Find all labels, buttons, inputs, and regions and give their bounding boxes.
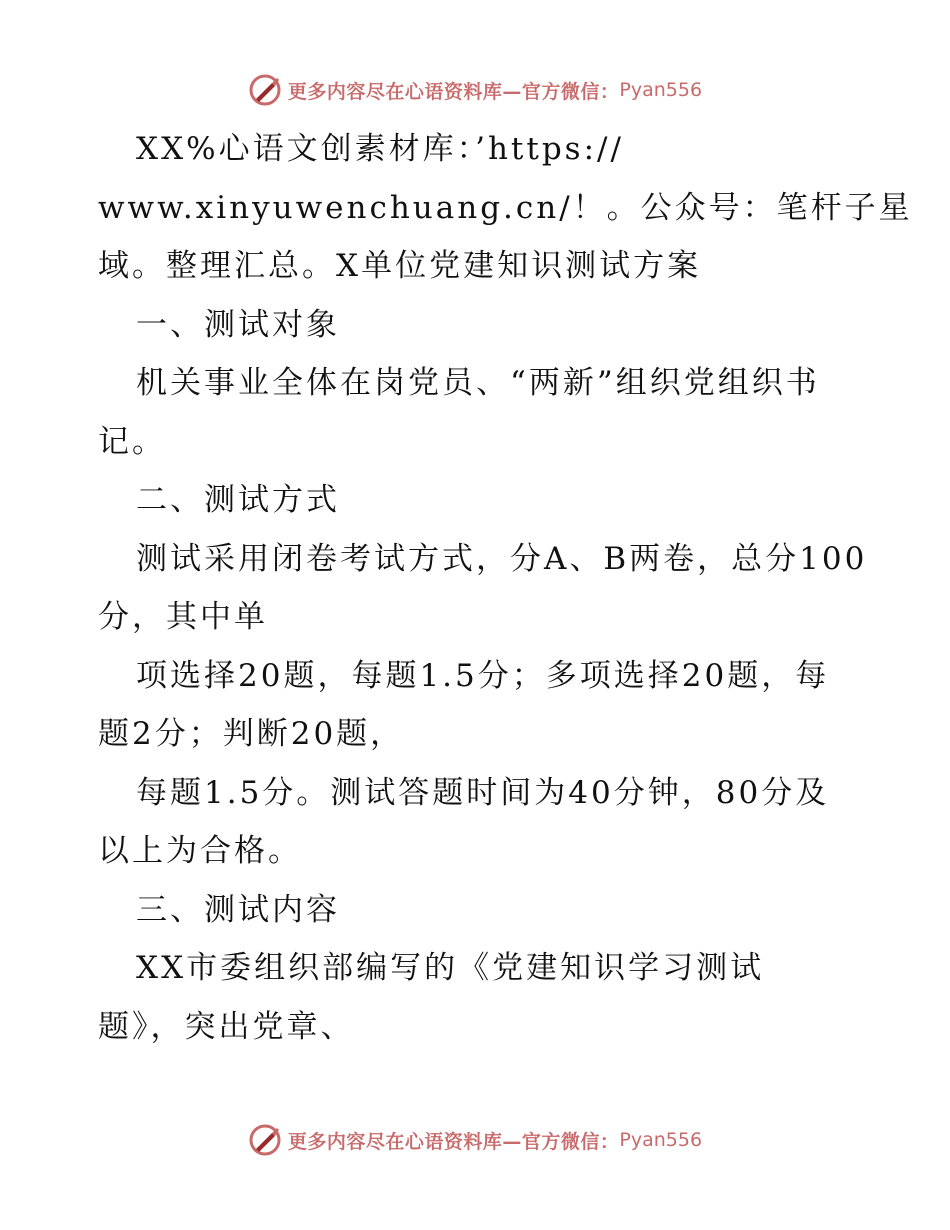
text-line: 分，其中单 [98, 599, 268, 635]
section-heading: 三、测试内容 [136, 891, 340, 928]
text-line: 测试采用闭卷考试方式，分A、B两卷，总分100 [136, 540, 868, 577]
text-line: 机关事业全体在岗党员、“两新”组织党组织书 [136, 365, 820, 401]
pen-logo-icon [248, 73, 282, 107]
text-line: 题》，突出党章、 [98, 1008, 355, 1045]
text-line: 每题1.5分。测试答题时间为40分钟，80分及 [136, 774, 830, 811]
text-line: www.xinyuwenchuang.cn/！。公众号：笔杆子星 [98, 189, 913, 226]
banner-account: Pyan556 [619, 79, 703, 101]
header-banner [0, 70, 950, 110]
text-line: 题2分；判断20题， [98, 716, 405, 752]
document-body [98, 120, 913, 1056]
text-line: 记。 [98, 423, 166, 460]
footer-banner [0, 1120, 950, 1160]
text-line: 项选择20题，每题1.5分；多项选择20题，每 [136, 657, 830, 694]
banner-text: 更多内容尽在心语资料库—官方微信： [287, 80, 620, 103]
text-line: 以上为合格。 [98, 833, 302, 869]
section-heading: 二、测试方式 [136, 482, 340, 518]
text-line: 域。整理汇总。X单位党建知识测试方案 [98, 248, 702, 284]
text-line: XX%心语文创素材库：’https:// [136, 131, 624, 167]
banner-text: 更多内容尽在心语资料库—官方微信： [287, 1130, 620, 1153]
section-heading: 一、测试对象 [136, 306, 340, 343]
banner-account: Pyan556 [619, 1129, 703, 1151]
text-line: XX市委组织部编写的《党建知识学习测试 [136, 950, 765, 986]
pen-logo-icon [248, 1123, 282, 1157]
